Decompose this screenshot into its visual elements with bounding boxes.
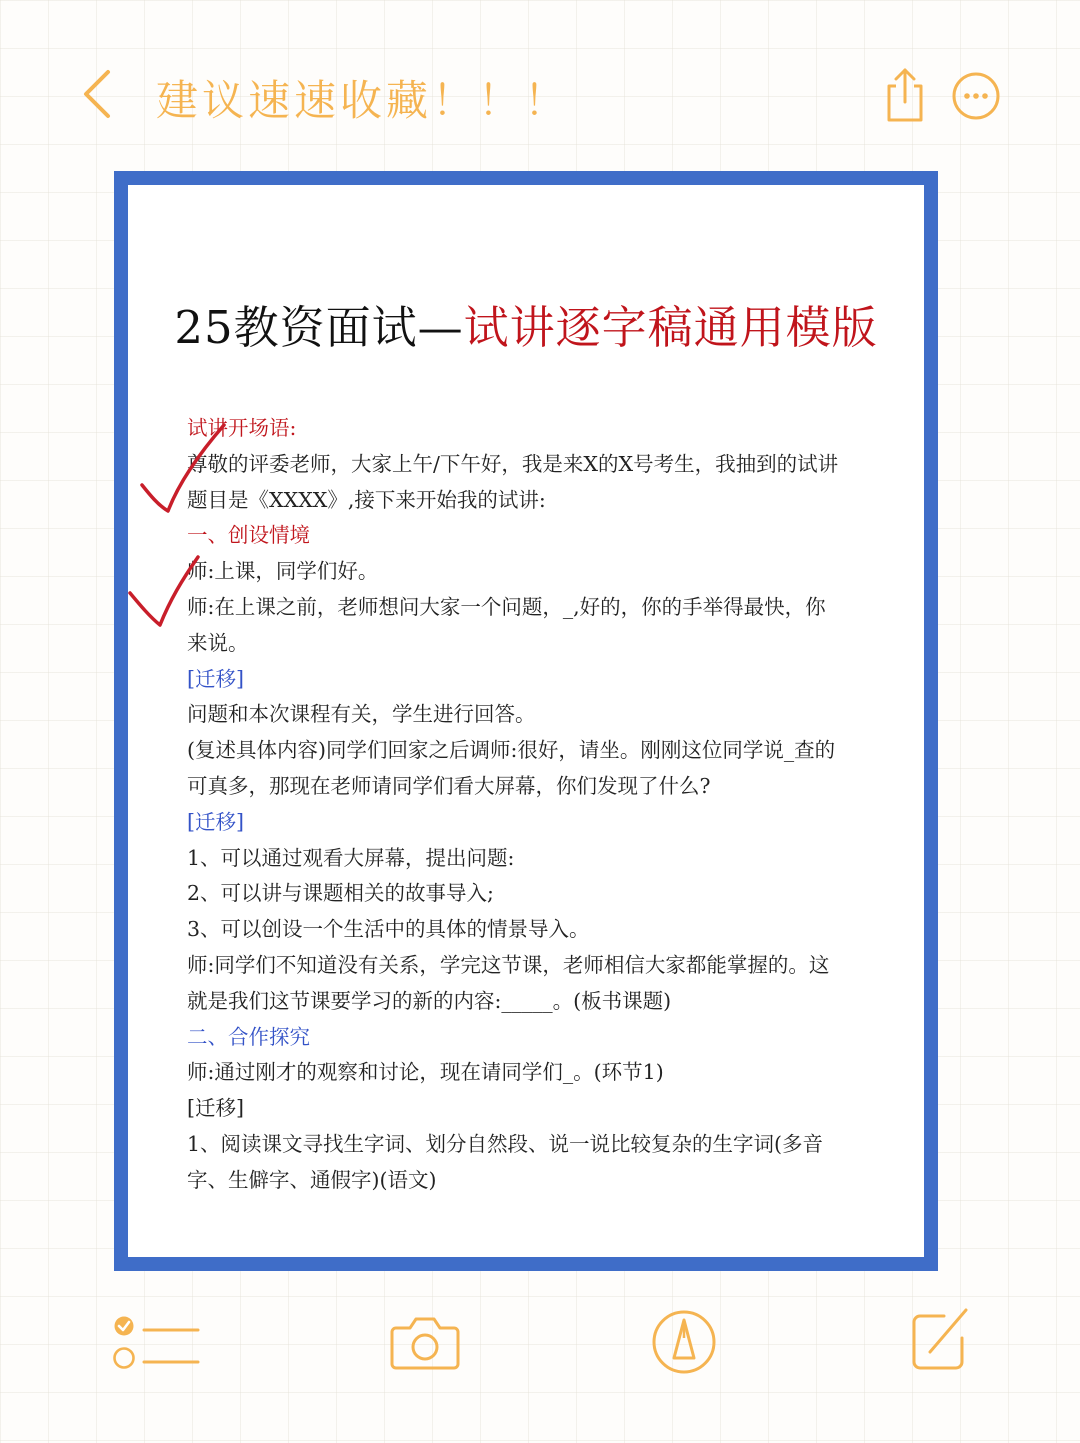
camera-button[interactable]	[388, 1312, 462, 1372]
document-title-red: 试讲逐字稿通用模版	[463, 301, 878, 354]
page-title: 建议速速收藏！！！	[156, 76, 571, 125]
compose-button[interactable]	[908, 1304, 972, 1372]
pen-icon	[650, 1308, 718, 1376]
document-line: 可真多，那现在老师请同学们看大屏幕，你们发现了什么?	[187, 773, 711, 798]
document-line: 就是我们这节课要学习的新的内容:_____。(板书课题)	[187, 988, 672, 1013]
camera-icon	[388, 1312, 462, 1372]
document-line: 二、合作探究	[187, 1024, 310, 1049]
document-line: 一、创设情境	[187, 523, 310, 548]
document-line: 尊敬的评委老师，大家上午/下午好，我是来X的X号考生，我抽到的试讲	[187, 451, 839, 476]
bottom-toolbar	[0, 1290, 1080, 1443]
document-line: 试讲开场语:	[187, 416, 297, 440]
document-body	[187, 411, 907, 1199]
document-page	[128, 185, 924, 1257]
document-line: 字、生僻字、通假字)(语文)	[187, 1167, 437, 1192]
document-line: [迁移]	[187, 1096, 244, 1121]
checklist-button[interactable]	[110, 1312, 202, 1372]
top-bar	[0, 0, 1080, 190]
share-icon	[880, 64, 930, 126]
document-line: 师:通过刚才的观察和讨论，现在请同学们_。(环节1)	[187, 1060, 664, 1085]
document-line: 1、可以通过观看大屏幕，提出问题:	[187, 845, 515, 870]
more-icon	[950, 70, 1002, 122]
back-button[interactable]	[72, 62, 132, 126]
document-line: 问题和本次课程有关，学生进行回答。	[187, 702, 536, 727]
document-title	[128, 291, 924, 356]
document-line: 来说。	[187, 630, 249, 655]
document-line: [迁移]	[187, 809, 244, 834]
share-button[interactable]	[880, 64, 930, 126]
more-button[interactable]	[950, 70, 1002, 122]
document-line: 2、可以讲与课题相关的故事导入;	[187, 881, 494, 906]
document-line: 1、阅读课文寻找生字词、划分自然段、说一说比较复杂的生字词(多音	[187, 1131, 824, 1156]
document-line: 师:上课，同学们好。	[187, 559, 379, 584]
document-image	[114, 171, 938, 1271]
document-line: 师:在上课之前，老师想问大家一个问题，_,好的，你的手举得最快，你	[187, 594, 826, 619]
document-line: 题目是《XXXX》,接下来开始我的试讲:	[187, 487, 546, 512]
chevron-left-icon	[72, 62, 132, 126]
document-title-black: 25教资面试—	[174, 301, 464, 354]
document-line: (复述具体内容)同学们回家之后调师:很好，请坐。刚刚这位同学说_查的	[187, 738, 836, 763]
document-line: 师:同学们不知道没有关系，学完这节课，老师相信大家都能掌握的。这	[187, 952, 830, 977]
compose-icon	[908, 1304, 972, 1372]
document-line: 3、可以创设一个生活中的具体的情景导入。	[187, 917, 590, 942]
document-line: [迁移]	[187, 666, 244, 691]
checklist-icon	[110, 1312, 202, 1372]
pen-button[interactable]	[650, 1308, 718, 1376]
